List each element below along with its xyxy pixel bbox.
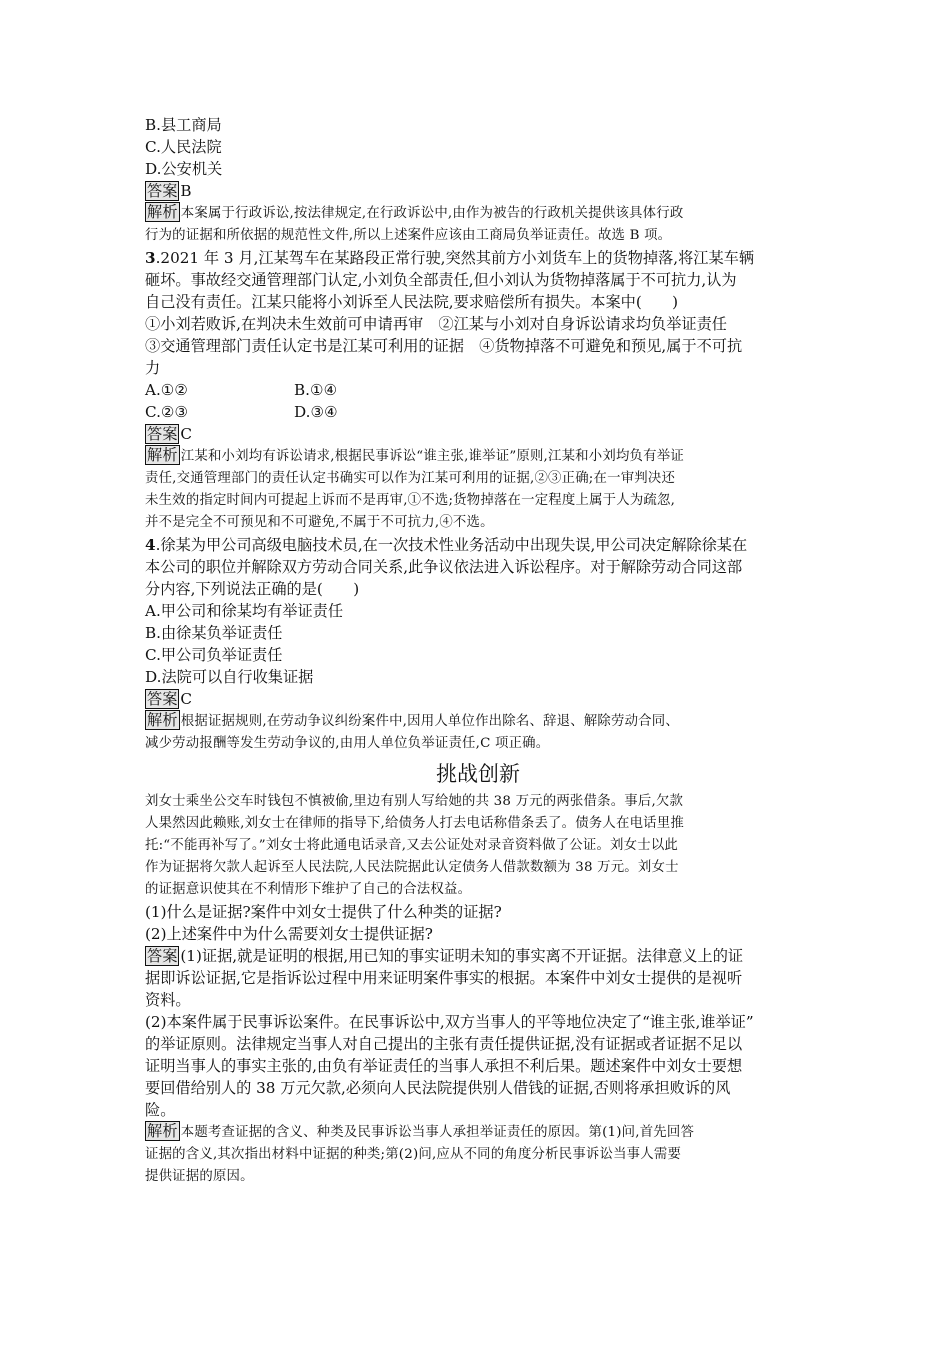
stem-text: .徐某为甲公司高级电脑技术员,在一次技术性业务活动中出现失误,甲公司决定解除徐某在 [155,536,748,554]
options-row [145,379,811,401]
analysis-tag: 解析 [147,1122,178,1140]
option: B.①④ [294,381,338,399]
answer-text: (1)证据,就是证明的根据,用已知的事实证明未知的事实离不开证据。法律意义上的证 [180,947,744,965]
answer-line [145,180,811,202]
material-text: 托:“不能再补写了。”刘女士将此通电话录音,又去公证处对录音资料做了公证。刘女士以此 [145,838,679,853]
analysis-text: 本案属于行政诉讼,按法律规定,在行政诉讼中,由作为被告的行政机关提供该具体行政 [180,206,684,221]
sub-question: (2)上述案件中为什么需要刘女士提供证据? [145,925,433,943]
answer-text: (2)本案件属于民事诉讼案件。在民事诉讼中,双方当事人的平等地位决定了“谁主张,谁举证” [145,1013,754,1031]
answer-line [145,945,811,967]
analysis-tag: 解析 [147,203,178,221]
option: D.法院可以自行收集证据 [145,668,314,686]
material-text: 人果然因此赖账,刘女士在律师的指导下,给债务人打去电话称借条丢了。债务人在电话里推 [145,816,684,831]
option: C.甲公司负举证责任 [145,646,283,664]
q2-block [145,114,811,247]
sub-question: (1)什么是证据?案件中刘女士提供了什么种类的证据? [145,903,502,921]
answer-line [145,688,811,710]
stem-text: 本公司的职位并解除双方劳动合同关系,此争议依法进入诉讼程序。对于解除劳动合同这部 [145,558,743,576]
question-stem [145,534,811,556]
option: C.人民法院 [145,138,222,156]
analysis-text: 证据的含义,其次指出材料中证据的种类;第(2)问,应从不同的角度分析民事诉讼当事人需要 [145,1147,682,1162]
analysis-text: 本题考查证据的含义、种类及民事诉讼当事人承担举证责任的原因。第(1)问,首先回答 [180,1125,695,1140]
answer-text: 资料。 [145,991,191,1009]
answer-tag: 答案 [147,425,178,443]
analysis-text: 减少劳动报酬等发生劳动争议的,由用人单位负举证责任,C 项正确。 [145,736,550,751]
stem-text: 砸坏。事故经交通管理部门认定,小刘负全部责任,但小刘认为货物掉落属于不可抗力,认为 [145,271,737,289]
q4-block [145,534,811,755]
analysis-text: 并不是完全不可预见和不可避免,不属于不可抗力,④不选。 [145,515,494,530]
analysis-text: 根据证据规则,在劳动争议纠纷案件中,因用人单位作出除名、辞退、解除劳动合同、 [180,714,679,729]
material-text: 作为证据将欠款人起诉至人民法院,人民法院据此认定债务人借款数额为 38 万元。刘女士 [145,860,679,875]
analysis-text: 责任,交通管理部门的责任认定书确实可以作为江某可利用的证据,②③正确;在一审判决还 [145,471,676,486]
analysis-line [145,445,811,468]
analysis-line [145,1121,811,1144]
option: D.③④ [294,403,338,421]
stem-text: .2021 年 3 月,江某驾车在某路段正常行驶,突然其前方小刘货车上的货物掉落,将江某车辆 [155,249,755,267]
answer-text: 证明当事人的事实主张的,由负有举证责任的当事人承担不利后果。题述案件中刘女士要想 [145,1057,743,1075]
answer-line [145,423,811,445]
answer-text: 的举证原则。法律规定当事人对自己提出的主张有责任提供证据,没有证据或者证据不足以 [145,1035,743,1053]
stem-text: 力 [145,359,161,377]
option: B.由徐某负举证责任 [145,624,283,642]
material-text: 的证据意识使其在不利情形下维护了自己的合法权益。 [145,882,472,897]
answer-value: C [180,690,192,708]
answer-text: 要回借给别人的 38 万元欠款,必须向人民法院提供别人借钱的证据,否则将承担败诉的风 [145,1079,731,1097]
question-stem [145,247,811,269]
stem-text: ③交通管理部门责任认定书是江某可利用的证据 ④货物掉落不可避免和预见,属于不可抗 [145,337,743,355]
option: A.①② [145,381,189,399]
analysis-text: 江某和小刘均有诉讼请求,根据民事诉讼“谁主张,谁举证”原则,江某和小刘均负有举证 [180,449,684,464]
section-heading: 挑战创新 [436,762,520,786]
q3-block [145,247,811,534]
analysis-tag: 解析 [147,446,178,464]
challenge-section [145,757,811,1188]
stem-text: 自己没有责任。江某只能将小刘诉至人民法院,要求赔偿所有损失。本案中( ) [145,293,679,311]
answer-text: 险。 [145,1101,176,1119]
analysis-text: 未生效的指定时间内可提起上诉而不是再审,①不选;货物掉落在一定程度上属于人为疏忽, [145,493,676,508]
answer-tag: 答案 [147,690,178,708]
option: B.县工商局 [145,116,222,134]
answer-tag: 答案 [147,947,178,965]
material-text: 刘女士乘坐公交车时钱包不慎被偷,里边有别人写给她的共 38 万元的两张借条。事后,欠款 [145,794,684,809]
analysis-line [145,710,811,733]
analysis-text: 行为的证据和所依据的规范性文件,所以上述案件应该由工商局负举证责任。故选 B 项。 [145,228,672,243]
question-number: 4 [145,536,156,554]
stem-text: 分内容,下列说法正确的是( ) [145,580,360,598]
option: D.公安机关 [145,160,223,178]
analysis-text: 提供证据的原因。 [145,1169,254,1184]
answer-value: C [180,425,192,443]
stem-text: ①小刘若败诉,在判决未生效前可申请再审 ②江某与小刘对自身诉讼请求均负举证责任 [145,315,727,333]
option: C.②③ [145,403,189,421]
answer-text: 据即诉讼证据,它是指诉讼过程中用来证明案件事实的根据。本案件中刘女士提供的是视听 [145,969,743,987]
document-page [145,114,811,1188]
analysis-tag: 解析 [147,711,178,729]
question-number: 3 [145,249,156,267]
answer-value: B [180,182,192,200]
answer-tag: 答案 [147,182,178,200]
options-row [145,401,811,423]
option: A.甲公司和徐某均有举证责任 [145,602,344,620]
analysis-line [145,202,811,225]
